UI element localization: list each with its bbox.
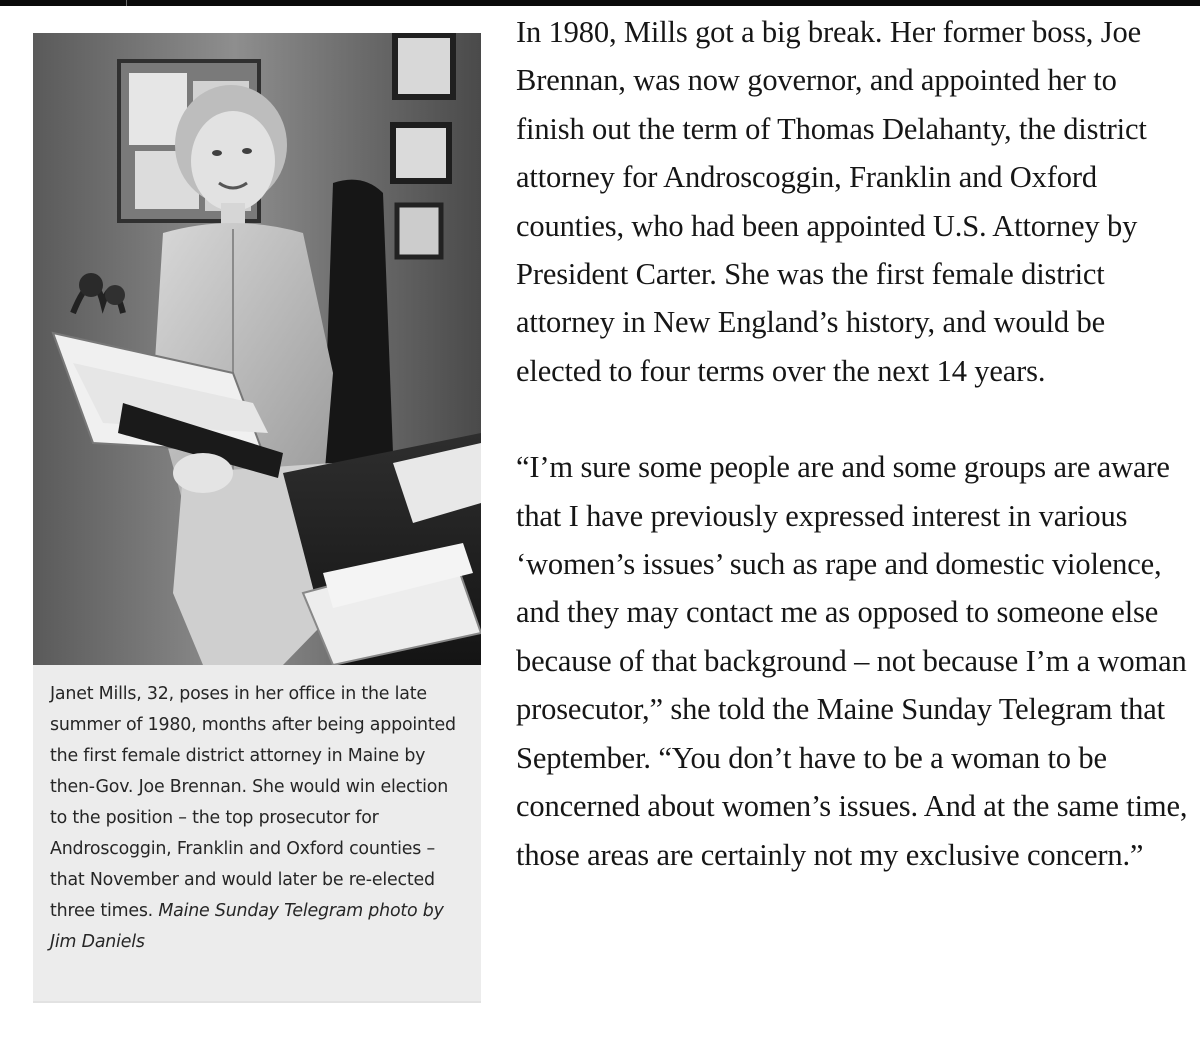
- top-bar-divider: [126, 0, 127, 6]
- caption-text: Janet Mills, 32, poses in her office in the late summer of 1980, months after being appointed the first female district attorney in Maine by then-Gov. Joe Brennan. She would win election to the position – the top prosecutor for Androscoggin, Franklin and Oxford counties – that November and would later be re-elected three times.: [50, 684, 456, 921]
- janet-mills-photo: [33, 33, 481, 665]
- photo-illustration: [33, 33, 481, 665]
- top-bar: [0, 0, 1200, 6]
- photo-credit: Maine Sunday Telegram photo by Jim Daniels: [50, 901, 444, 952]
- article-paragraph: “I’m sure some people are and some groups are aware that I have previously expressed interest in various ‘women’s issues’ such as rape and domestic violence, and they may contact me as opposed to someone else because of that background – not because I’m a woman prosecutor,” she told the Maine Sunday Telegram that September. “You don’t have to be a woman to be concerned about women’s issues. And at the same time, those areas are certainly not my exclusive concern.”: [516, 450, 1188, 872]
- article-body: [516, 8, 1188, 879]
- photo-caption: [33, 665, 481, 1003]
- photo-figure: [33, 33, 481, 1003]
- article-paragraph: In 1980, Mills got a big break. Her former boss, Joe Brennan, was now governor, and appointed her to finish out the term of Thomas Delahanty, the district attorney for Androscoggin, Franklin and Oxford counties, who had been appointed U.S. Attorney by President Carter. She was the first female district attorney in New England’s history, and would be elected to four terms over the next 14 years.: [516, 15, 1147, 388]
